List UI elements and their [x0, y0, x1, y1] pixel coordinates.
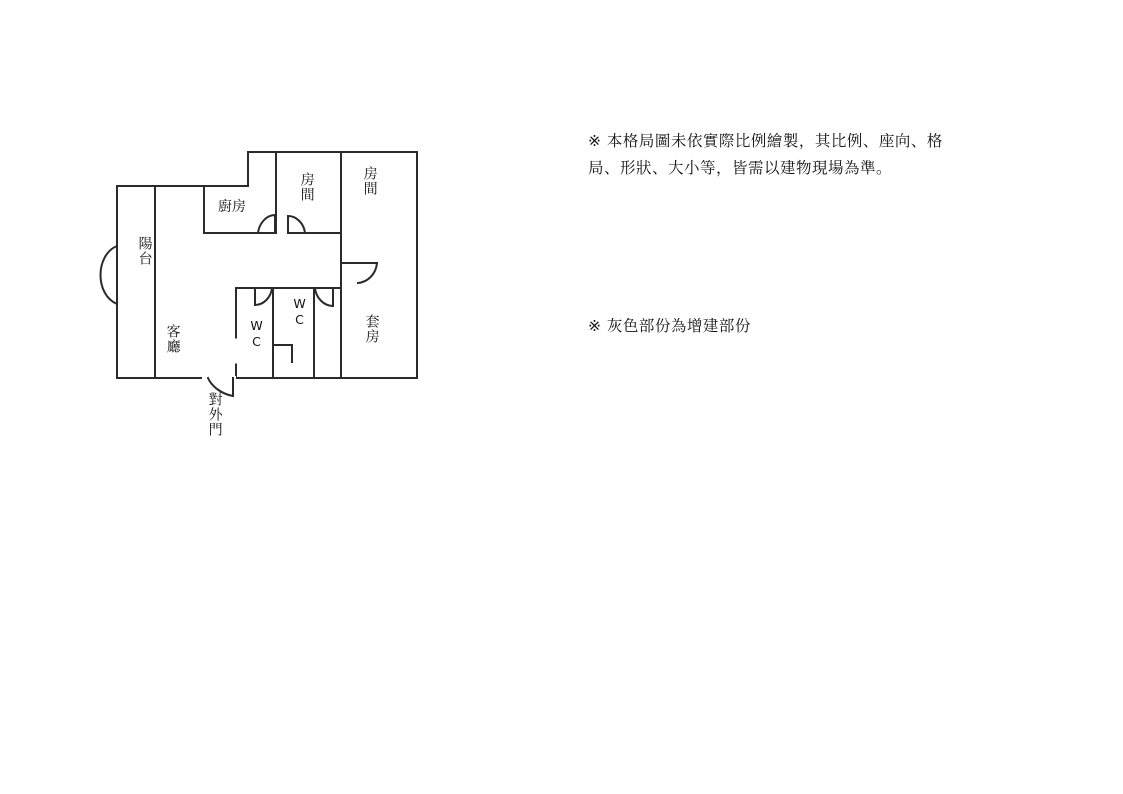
room-label-wc-1: WC: [249, 318, 264, 350]
room-label-living-room: 客廳: [164, 324, 181, 354]
note-gray-area: ※ 灰色部份為增建部份: [588, 317, 751, 335]
kitchen-door-arc: [258, 215, 275, 233]
room-label-wc-2: WC: [292, 296, 307, 328]
room-label-front-door: 對外門: [206, 392, 223, 437]
wc2-door-arc: [315, 288, 333, 306]
room-label-kitchen: 廚房: [218, 199, 246, 215]
bedroom2-door-arc: [358, 263, 377, 283]
room-label-master-room: 套房: [363, 314, 380, 344]
wc1-door-arc: [255, 288, 272, 305]
bedroom1-door-arc: [288, 216, 305, 233]
room-label-balcony: 陽台: [136, 236, 153, 266]
room-label-bedroom-2: 房間: [361, 166, 378, 196]
note-scale-disclaimer: ※ 本格局圖未依實際比例繪製，其比例、座向、格局、形狀、大小等，皆需以建物現場為準。: [588, 132, 943, 178]
balcony-bay-curve: [101, 246, 118, 304]
room-label-bedroom-1: 房間: [298, 172, 315, 202]
